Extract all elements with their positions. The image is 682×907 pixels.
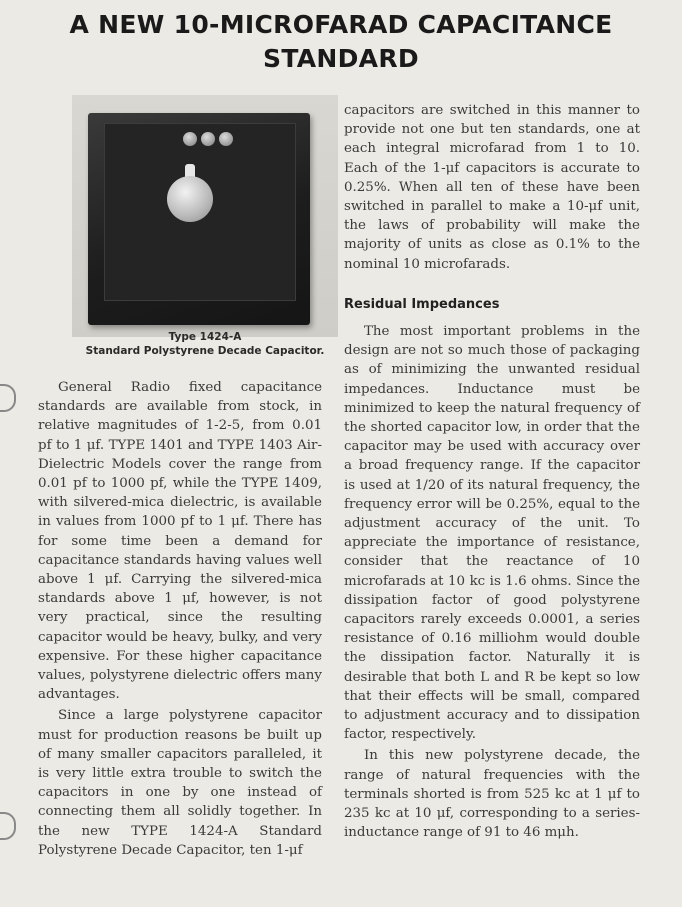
- binding-hole-icon: [0, 812, 16, 840]
- section-heading: Residual Impedances: [344, 297, 500, 312]
- right-column-body: [344, 322, 640, 842]
- left-column: [38, 378, 322, 860]
- paragraph: General Radio fixed capacitance standards are available from stock, in relative magnitudes of 1-2-5, from 0.01 pf to 1 μf. TYPE 1401 and TYPE 1403 Air-Dielectric Models cover the range from 0.01 pf to 1000 pf, while the TYPE 1409, with silvered-mica dielectric, is available in values from 1000 pf to 1 μf. There has for some time been a demand for capacitance standards having values well above 1 μf. Carrying the silvered-mica standards above 1 μf, however, is not very practical, since the resulting capacitor would be heavy, bulky, and very expensive. For these higher capacitance values, polystyrene dielectric offers many advantages.: [38, 380, 322, 703]
- page-title: A NEW 10-MICROFARAD CAPACITANCE STANDARD: [69, 10, 613, 73]
- paragraph: The most important problems in the design are not so much those of packaging as of minimizing the unwanted residual impedances. Inductance must be minimized to keep the natural frequency of the shorted capacitor low, in order that the capacitor may be used with accuracy over a broad frequency range. If the capacitor is used at 1/20 of its natural frequency, the frequency error will be 0.25%, equal to the adjustment accuracy of the unit. To appreciate the importance of resistance, consider that the reactance of 10 microfarads at 10 kc is 1.6 ohms. Since the dissipation factor of good polystyrene capacitors rarely exceeds 0.0001, a series resistance of 0.16 milliohm would double the dissipation factor. Naturally it is desirable that both L and R be kept so low that their effects will be small, compared to adjustment accuracy and to dissipation factor, respectively.: [344, 324, 640, 743]
- paragraph: Since a large polystyrene capacitor must for production reasons be built up of many smaller capacitors paralleled, it is very little extra trouble to switch the capacitors in one by one instead of connecting them all solidly together. In the new TYPE 1424-A Standard Polystyrene Decade Capacitor, ten 1-μf: [38, 708, 322, 858]
- capacitor-photo: [72, 95, 338, 337]
- terminal-icon: [183, 132, 197, 146]
- paragraph: capacitors are switched in this manner to provide not one but ten standards, one at each integral microfarad from 1 to 10. Each of the 1-μf capacitors is accurate to 0.25%. When all ten of these have been switched in parallel to make a 10-μf unit, the laws of probability will make the majority of units as close as 0.1% to the nominal 10 microfarads.: [344, 103, 640, 272]
- paragraph: In this new polystyrene decade, the range of natural frequencies with the terminals shorted is from 525 kc at 1 μf to 235 kc at 10 μf, corresponding to a series-inductance range of 91 to 46 mμh.: [344, 748, 640, 841]
- capacitor-cabinet: [88, 113, 310, 325]
- figure-caption-description: Standard Polystyrene Decade Capacitor.: [85, 345, 325, 357]
- terminal-icon: [219, 132, 233, 146]
- terminal-icon: [201, 132, 215, 146]
- capacitor-panel: [104, 123, 296, 301]
- decade-knob-icon: [167, 176, 213, 222]
- right-column-intro: [344, 101, 640, 274]
- binding-hole-icon: [0, 384, 16, 412]
- figure-caption-type: Type 1424-A: [168, 331, 242, 343]
